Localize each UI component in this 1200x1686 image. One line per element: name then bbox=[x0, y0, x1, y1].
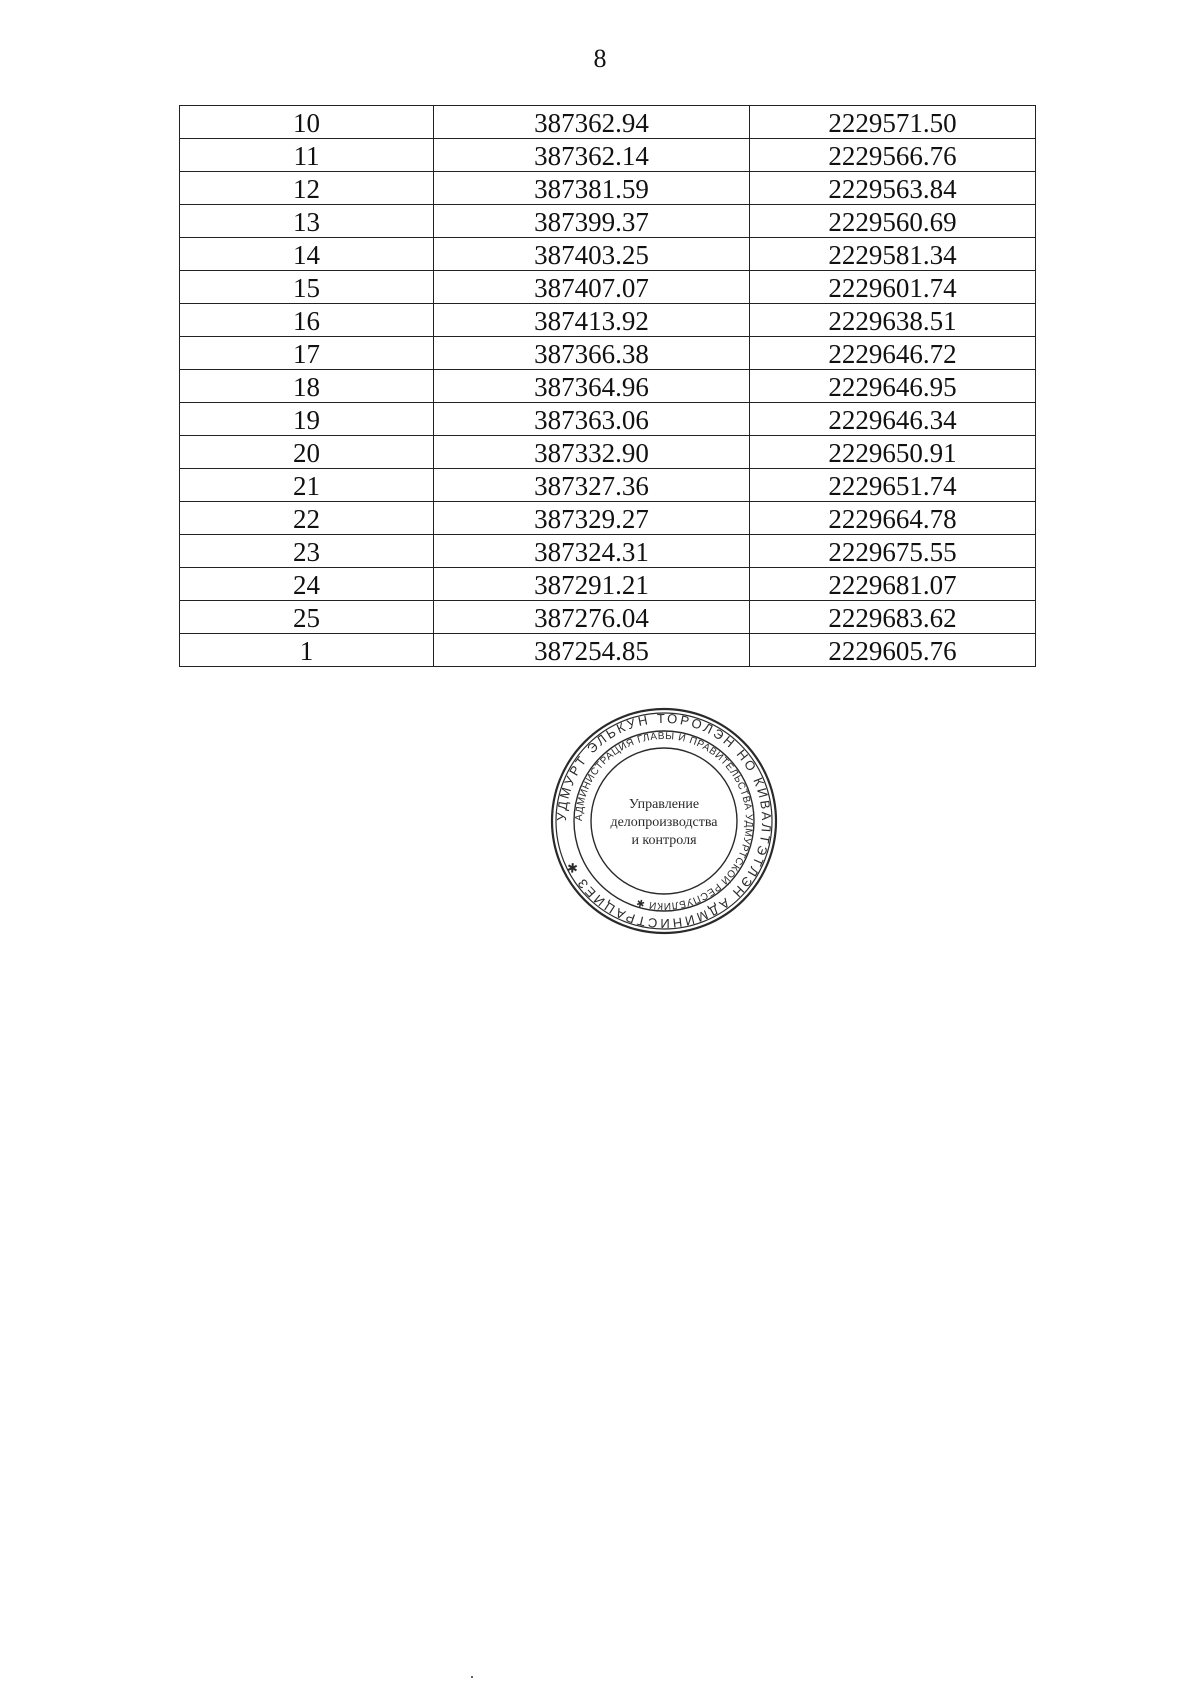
y-coordinate-cell: 2229650.91 bbox=[750, 436, 1036, 469]
seal-inner-ring-text: АДМИНИСТРАЦИЯ ГЛАВЫ И ПРАВИТЕЛЬСТВА УДМУРТСКОЙ РЕСПУБЛИКИ ✱ bbox=[573, 730, 755, 912]
x-coordinate-cell: 387362.14 bbox=[434, 139, 750, 172]
y-coordinate-cell: 2229560.69 bbox=[750, 205, 1036, 238]
point-number-cell: 15 bbox=[180, 271, 434, 304]
x-coordinate-cell: 387362.94 bbox=[434, 106, 750, 139]
y-coordinate-cell: 2229646.95 bbox=[750, 370, 1036, 403]
y-coordinate-cell: 2229651.74 bbox=[750, 469, 1036, 502]
table-row bbox=[180, 304, 1036, 337]
seal-center-line-2: делопроизводства bbox=[610, 815, 718, 830]
coordinates-table-body bbox=[180, 106, 1036, 667]
point-number-cell: 14 bbox=[180, 238, 434, 271]
y-coordinate-cell: 2229563.84 bbox=[750, 172, 1036, 205]
x-coordinate-cell: 387381.59 bbox=[434, 172, 750, 205]
coordinates-table bbox=[179, 105, 1036, 667]
seal-outer-ring-text: УДМУРТ ЭЛЬКУН ТОРОЛЭН НО КИВАЛТЭТЛЭН АДМИНИСТРАЦИЕЗ ✱ bbox=[553, 710, 775, 932]
point-number-cell: 13 bbox=[180, 205, 434, 238]
point-number-cell: 24 bbox=[180, 568, 434, 601]
y-coordinate-cell: 2229581.34 bbox=[750, 238, 1036, 271]
table-row bbox=[180, 436, 1036, 469]
table-row bbox=[180, 370, 1036, 403]
y-coordinate-cell: 2229605.76 bbox=[750, 634, 1036, 667]
table-row bbox=[180, 568, 1036, 601]
table-row bbox=[180, 502, 1036, 535]
point-number-cell: 25 bbox=[180, 601, 434, 634]
y-coordinate-cell: 2229681.07 bbox=[750, 568, 1036, 601]
x-coordinate-cell: 387329.27 bbox=[434, 502, 750, 535]
point-number-cell: 19 bbox=[180, 403, 434, 436]
x-coordinate-cell: 387407.07 bbox=[434, 271, 750, 304]
x-coordinate-cell: 387327.36 bbox=[434, 469, 750, 502]
x-coordinate-cell: 387324.31 bbox=[434, 535, 750, 568]
point-number-cell: 17 bbox=[180, 337, 434, 370]
table-row bbox=[180, 106, 1036, 139]
x-coordinate-cell: 387276.04 bbox=[434, 601, 750, 634]
table-row bbox=[180, 205, 1036, 238]
point-number-cell: 20 bbox=[180, 436, 434, 469]
x-coordinate-cell: 387254.85 bbox=[434, 634, 750, 667]
point-number-cell: 12 bbox=[180, 172, 434, 205]
point-number-cell: 10 bbox=[180, 106, 434, 139]
y-coordinate-cell: 2229638.51 bbox=[750, 304, 1036, 337]
y-coordinate-cell: 2229646.72 bbox=[750, 337, 1036, 370]
y-coordinate-cell: 2229571.50 bbox=[750, 106, 1036, 139]
table-row bbox=[180, 601, 1036, 634]
y-coordinate-cell: 2229675.55 bbox=[750, 535, 1036, 568]
point-number-cell: 22 bbox=[180, 502, 434, 535]
table-row bbox=[180, 469, 1036, 502]
x-coordinate-cell: 387399.37 bbox=[434, 205, 750, 238]
seal-graphic bbox=[549, 706, 779, 936]
y-coordinate-cell: 2229566.76 bbox=[750, 139, 1036, 172]
point-number-cell: 18 bbox=[180, 370, 434, 403]
table-row bbox=[180, 271, 1036, 304]
table-row bbox=[180, 238, 1036, 271]
x-coordinate-cell: 387291.21 bbox=[434, 568, 750, 601]
seal-center-line-3: и контроля bbox=[631, 833, 697, 848]
point-number-cell: 1 bbox=[180, 634, 434, 667]
x-coordinate-cell: 387364.96 bbox=[434, 370, 750, 403]
x-coordinate-cell: 387332.90 bbox=[434, 436, 750, 469]
x-coordinate-cell: 387366.38 bbox=[434, 337, 750, 370]
y-coordinate-cell: 2229683.62 bbox=[750, 601, 1036, 634]
point-number-cell: 21 bbox=[180, 469, 434, 502]
x-coordinate-cell: 387403.25 bbox=[434, 238, 750, 271]
point-number-cell: 23 bbox=[180, 535, 434, 568]
y-coordinate-cell: 2229646.34 bbox=[750, 403, 1036, 436]
official-seal bbox=[549, 706, 779, 936]
table-row bbox=[180, 337, 1036, 370]
table-row bbox=[180, 535, 1036, 568]
point-number-cell: 11 bbox=[180, 139, 434, 172]
seal-center-line-1: Управление bbox=[628, 797, 700, 812]
y-coordinate-cell: 2229664.78 bbox=[750, 502, 1036, 535]
table-row bbox=[180, 172, 1036, 205]
page-number: 8 bbox=[593, 44, 607, 73]
x-coordinate-cell: 387413.92 bbox=[434, 304, 750, 337]
x-coordinate-cell: 387363.06 bbox=[434, 403, 750, 436]
table-row bbox=[180, 634, 1036, 667]
y-coordinate-cell: 2229601.74 bbox=[750, 271, 1036, 304]
scan-speck bbox=[471, 1676, 473, 1678]
table-row bbox=[180, 403, 1036, 436]
point-number-cell: 16 bbox=[180, 304, 434, 337]
table-row bbox=[180, 139, 1036, 172]
